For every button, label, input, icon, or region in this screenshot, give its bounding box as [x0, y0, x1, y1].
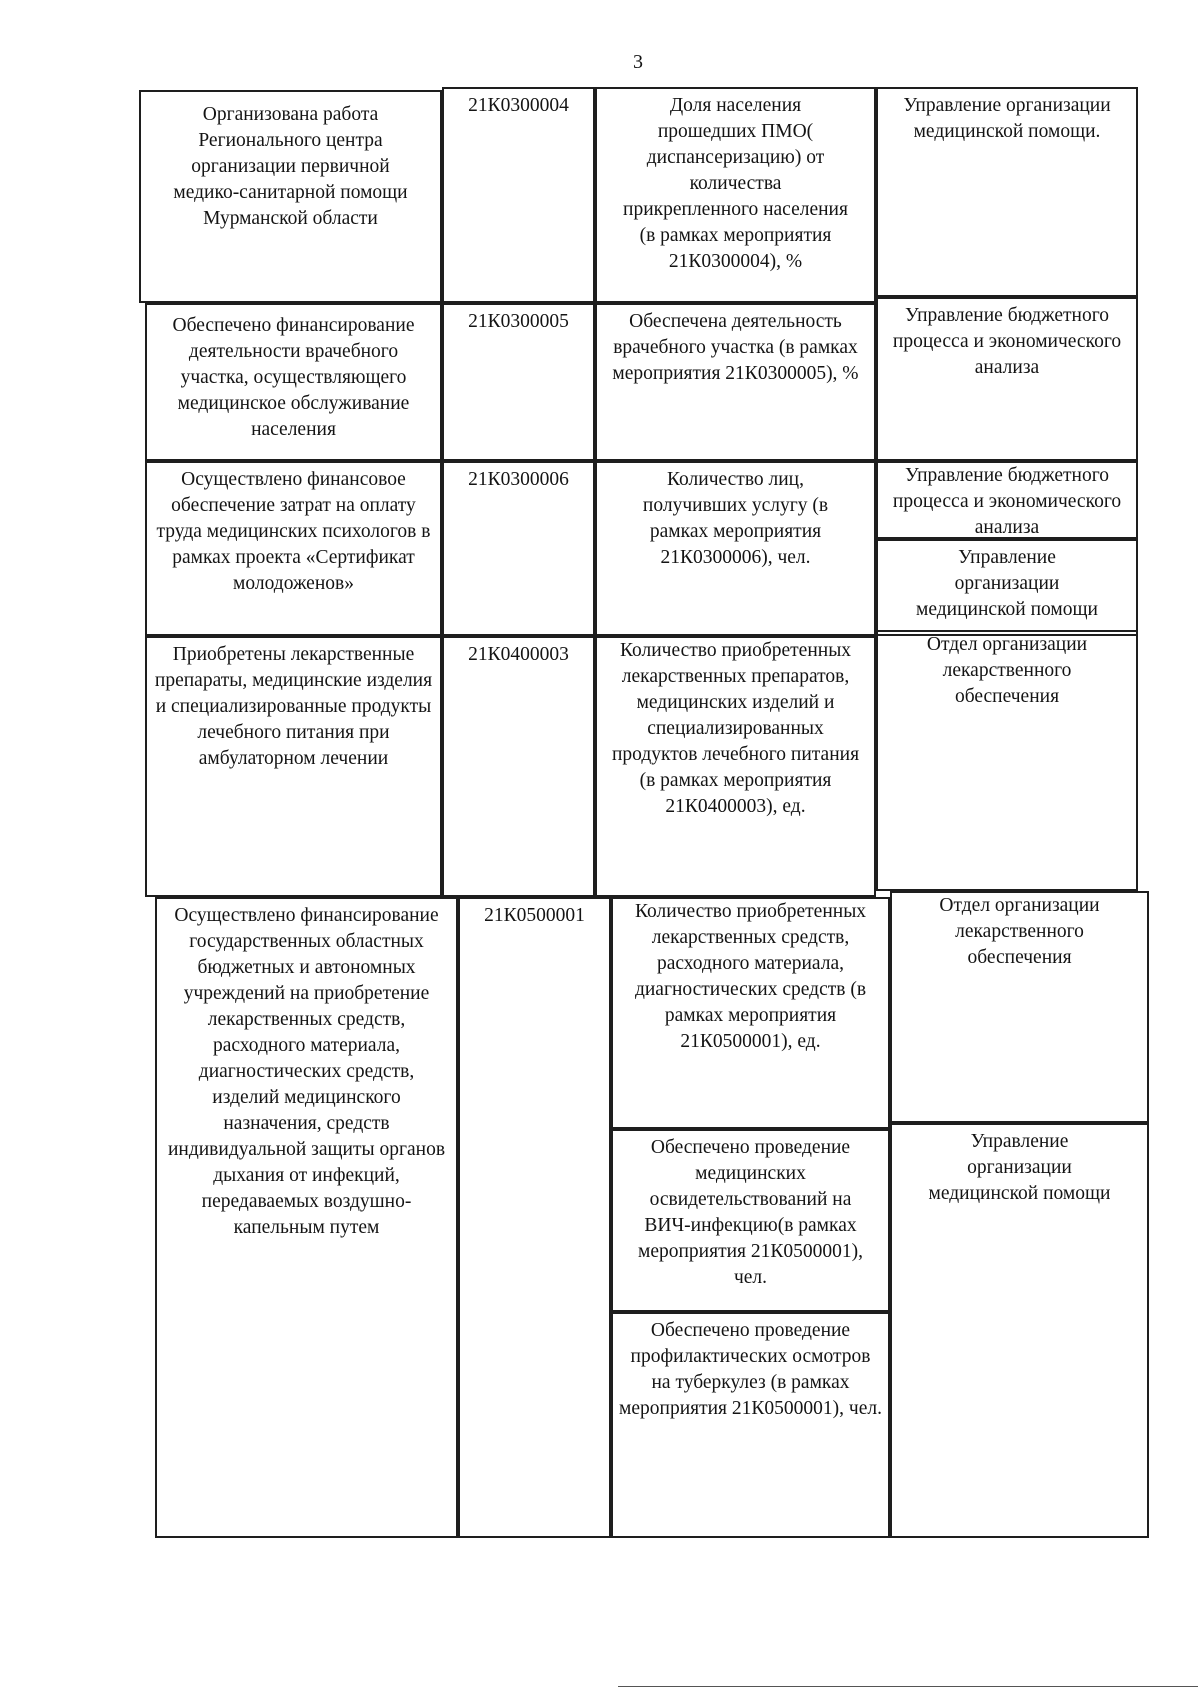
- event-code: 21К0300004: [468, 95, 569, 116]
- indicator-cell: [595, 87, 876, 303]
- responsible-text: Управление организации медицинской помощи: [928, 1131, 1111, 1204]
- bottom-edge-line: [618, 1686, 1198, 1687]
- indicator-cell: [611, 897, 890, 1129]
- event-code: 21К0300006: [468, 469, 569, 490]
- responsible-cell: [890, 891, 1149, 1123]
- result-cell: [145, 636, 442, 897]
- code-cell: [442, 461, 595, 636]
- responsible-cell: [876, 297, 1138, 461]
- responsible-cell: [876, 461, 1138, 539]
- indicator-cell: [595, 636, 876, 897]
- result-text: Обеспечено финансирование деятельности врачебного участка, осуществляющего медицинское обслуживание населения: [172, 315, 415, 440]
- indicator-text: Количество лиц, получивших услугу (в рамках мероприятия 21К0300006), чел.: [642, 469, 829, 568]
- indicator-cell: [595, 461, 876, 636]
- responsible-cell: [890, 1123, 1149, 1538]
- indicator-text: Доля населения прошедших ПМО( диспансеризацию) от количества прикрепленного населения (в рамках мероприятия 21К0300004), %: [623, 95, 848, 272]
- indicator-cell: [611, 1312, 890, 1538]
- result-cell: [145, 303, 442, 461]
- code-cell: [442, 303, 595, 461]
- result-cell: [155, 897, 458, 1538]
- responsible-text: Управление организации медицинской помощи: [916, 547, 1098, 620]
- indicator-text: Количество приобретенных лекарственных средств, расходного материала, диагностических средств (в рамках мероприятия 21К0500001), ед.: [634, 901, 867, 1052]
- code-cell: [458, 897, 611, 1538]
- responsible-text: Отдел организации лекарственного обеспечения: [939, 895, 1100, 968]
- responsible-cell: [876, 539, 1138, 636]
- result-cell: [145, 461, 442, 636]
- result-cell: [139, 90, 442, 303]
- responsible-text: Управление бюджетного процесса и экономического анализа: [892, 305, 1122, 378]
- responsible-cell: [876, 630, 1138, 891]
- responsible-cell: [876, 87, 1138, 297]
- responsible-text: Управление организации медицинской помощи.: [903, 95, 1111, 142]
- indicator-cell: [611, 1129, 890, 1312]
- result-text: Осуществлено финансирование государственных областных бюджетных и автономных учреждений на приобретение лекарственных средств, расходного материала, диагностических средств, изделий медицинского назначения, средств индивидуальной защиты органов дыхания от инфекций, передаваемых воздушно-капельным путем: [167, 905, 446, 1238]
- code-cell: [442, 87, 595, 303]
- result-text: Организована работа Регионального центра организации первичной медико-санитарной помощи Мурманской области: [173, 104, 408, 229]
- indicator-text: Обеспечено проведение медицинских освидетельствований на ВИЧ-инфекцию(в рамках мероприятия 21К0500001), чел.: [637, 1137, 863, 1288]
- code-cell: [442, 636, 595, 897]
- event-code: 21К0300005: [468, 311, 569, 332]
- result-text: Осуществлено финансовое обеспечение затрат на оплату труда медицинских психологов в рамках проекта «Сертификат молодоженов»: [156, 469, 431, 594]
- event-code: 21К0400003: [468, 644, 569, 665]
- indicator-cell: [595, 303, 876, 461]
- result-text: Приобретены лекарственные препараты, медицинские изделия и специализированные продукты лечебного питания при амбулаторном лечении: [154, 644, 433, 769]
- responsible-text: Управление бюджетного процесса и экономического анализа: [892, 465, 1122, 538]
- indicator-text: Обеспечена деятельность врачебного участка (в рамках мероприятия 21К0300005), %: [612, 311, 859, 384]
- event-code: 21К0500001: [484, 905, 585, 926]
- indicator-text: Обеспечено проведение профилактических осмотров на туберкулез (в рамках мероприятия 21К0500001), чел.: [619, 1320, 882, 1419]
- page-number: 3: [633, 51, 643, 73]
- indicator-text: Количество приобретенных лекарственных препаратов, медицинских изделий и специализированных продуктов лечебного питания (в рамках мероприятия 21К0400003), ед.: [611, 640, 860, 817]
- responsible-text: Отдел организации лекарственного обеспечения: [926, 634, 1088, 707]
